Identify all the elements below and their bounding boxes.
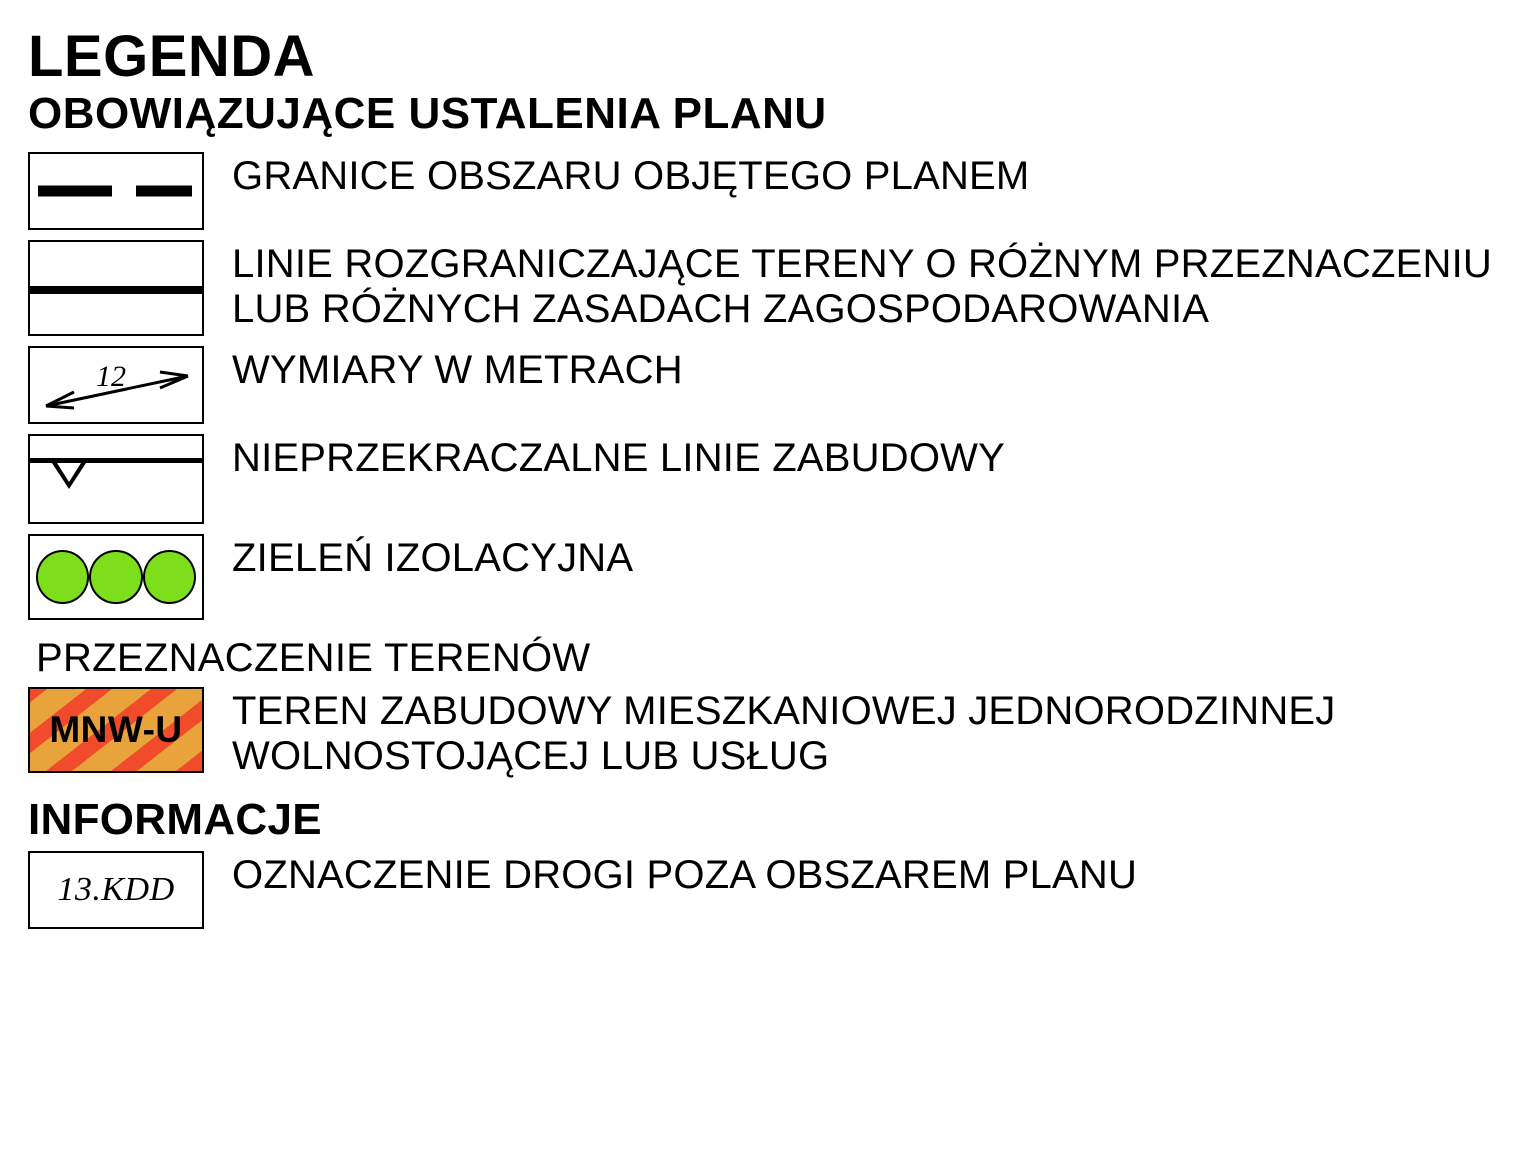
legend-item-label: WYMIARY W METRACH bbox=[232, 348, 683, 392]
section-heading-land-use: PRZEZNACZENIE TERENÓW bbox=[36, 636, 591, 680]
page-title: LEGENDA bbox=[28, 24, 316, 89]
green-dots-icon bbox=[28, 534, 204, 620]
road-code: 13.KDD bbox=[57, 870, 175, 908]
green-dot bbox=[143, 550, 196, 604]
legend-item-label: OZNACZENIE DROGI POZA OBSZAREM PLANU bbox=[232, 852, 1138, 897]
legend-item bbox=[28, 687, 1538, 779]
legend-item bbox=[28, 434, 1538, 524]
legend-item-label: ZIELEŃ IZOLACYJNA bbox=[232, 536, 634, 580]
legend-item-label: TEREN ZABUDOWY MIESZKANIOWEJ JEDNORODZINNEJ WOLNOSTOJĄCEJ LUB USŁUG bbox=[232, 689, 1336, 778]
legend-item-label: LINIE ROZGRANICZAJĄCE TERENY O RÓŻNYM PRZEZNACZENIU LUB RÓŻNYCH ZASADACH ZAGOSPODAROWANIA bbox=[232, 242, 1492, 331]
land-use-code: MNW-U bbox=[49, 709, 183, 750]
solid-division-line-icon bbox=[28, 240, 204, 336]
section-heading-information: INFORMACJE bbox=[28, 794, 322, 844]
legend-subtitle: OBOWIĄZUJĄCE USTALENIA PLANU bbox=[28, 89, 827, 138]
legend-item bbox=[28, 346, 1538, 424]
legend-item-label: NIEPRZEKRACZALNE LINIE ZABUDOWY bbox=[232, 436, 1005, 480]
dashed-boundary-line-icon bbox=[28, 152, 204, 230]
green-dot bbox=[89, 550, 142, 604]
legend-item bbox=[28, 534, 1538, 620]
building-line-triangle-icon bbox=[28, 434, 204, 524]
hatched-orange-area-icon bbox=[28, 687, 204, 773]
dimension-arrow-icon bbox=[28, 346, 204, 424]
road-code-box-icon bbox=[28, 851, 204, 929]
legend-item-label: GRANICE OBSZARU OBJĘTEGO PLANEM bbox=[232, 154, 1030, 198]
legend-item bbox=[28, 851, 1538, 929]
dimension-value: 12 bbox=[96, 360, 126, 393]
green-dot bbox=[36, 550, 89, 604]
legend-item bbox=[28, 152, 1538, 230]
legend-item bbox=[28, 240, 1538, 336]
